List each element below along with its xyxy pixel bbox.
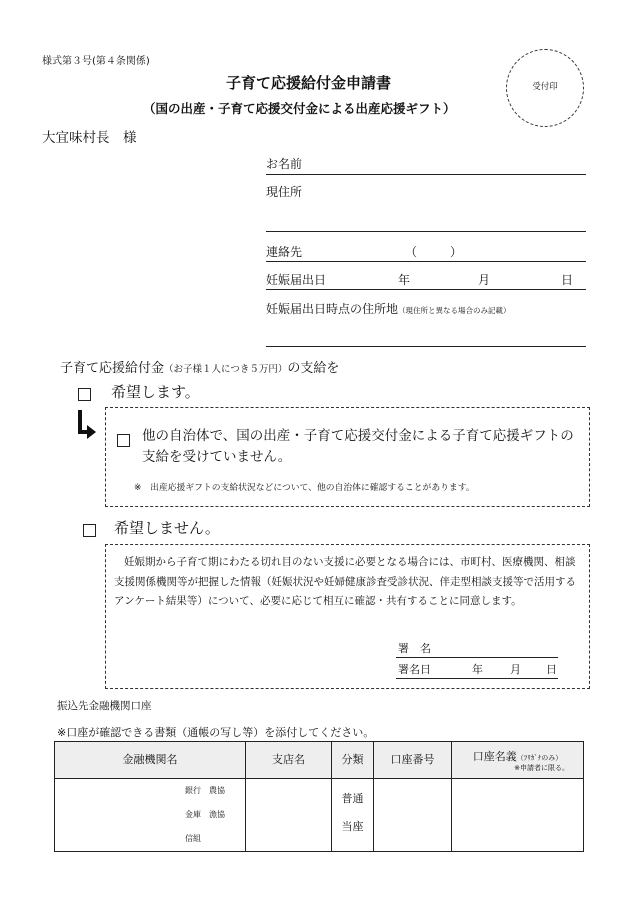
payment-line (60, 357, 339, 376)
holder-name-cell[interactable] (452, 779, 584, 852)
arrow-down-right-icon (76, 410, 102, 444)
bank-instruction: ※口座が確認できる書類（通帳の写し等）を添付してください。 (57, 726, 375, 739)
institution-type-shinkumi[interactable]: 信組 (185, 834, 201, 843)
name-line[interactable] (266, 174, 586, 175)
bank-table-input-row (55, 779, 584, 852)
branch-name-cell[interactable] (246, 779, 332, 852)
pregnancy-address-label (266, 300, 511, 317)
payment-suffix: の支給を (287, 361, 340, 376)
account-number-cell[interactable] (374, 779, 452, 852)
header-holder-label: 口座名義 (472, 750, 517, 763)
header-holder-kana: （ﾌﾘｶﾞﾅのみ） (516, 754, 563, 762)
page-subtitle: （国の出産・子育て応援交付金による出産応援ギフト） (143, 101, 456, 116)
no-hope-checkbox[interactable] (83, 521, 96, 540)
signature-date-label: 署名日 (398, 663, 431, 676)
bank-section-title: 振込先金融機関口座 (57, 700, 152, 712)
bank-table (54, 741, 584, 852)
hope-condition-box (105, 407, 590, 507)
header-type: 分類 (332, 742, 374, 779)
reception-stamp-circle (506, 49, 584, 127)
page-title: 子育て応援給付金申請書 (226, 74, 392, 92)
header-holder-title (452, 751, 583, 764)
hope-condition-checkbox[interactable] (117, 431, 130, 450)
contact-paren-close: ） (450, 245, 463, 259)
institution-type-bank[interactable]: 銀行 農協 (185, 786, 225, 795)
header-holder-note: ※申請者に限る。 (514, 764, 569, 772)
hope-condition-text: 他の自治体で、国の出産・子育て応援交付金による子育て応援ギフトの支給を受けていません。 (142, 428, 574, 465)
form-number: 様式第３号(第４条関係) (42, 56, 150, 67)
pregnancy-address-line[interactable] (266, 346, 586, 347)
pregnancy-date-line[interactable] (266, 289, 586, 290)
contact-label: 連絡先 (266, 245, 303, 259)
header-holder (452, 742, 584, 779)
signature-label: 署 名 (398, 642, 431, 655)
payment-note: （お子様１人につき５万円） (164, 364, 288, 375)
account-type-futsu[interactable]: 普通 (341, 792, 364, 805)
no-hope-label: 希望しません。 (114, 519, 220, 537)
contact-paren-open: （ (405, 245, 418, 259)
signature-date-line[interactable] (396, 678, 558, 679)
institution-type-kinko[interactable]: 金庫 漁協 (185, 810, 225, 819)
hope-checkbox-box[interactable] (78, 388, 91, 401)
addressee: 大宜味村長 様 (42, 130, 137, 146)
pregnancy-month: 月 (478, 273, 491, 287)
header-account-number: 口座番号 (374, 742, 452, 779)
institution-name-cell[interactable] (55, 779, 184, 852)
account-type-toza[interactable]: 当座 (341, 820, 364, 833)
institution-type-cell[interactable] (183, 779, 246, 852)
pregnancy-address-label-text: 妊娠届出日時点の住所地 (266, 302, 399, 316)
address-line[interactable] (266, 231, 586, 232)
payment-main: 子育て応援給付金 (60, 361, 165, 376)
no-hope-checkbox-box[interactable] (83, 524, 96, 537)
signature-month: 月 (510, 663, 521, 676)
bank-table-header-row (55, 742, 584, 779)
signature-year: 年 (472, 663, 483, 676)
signature-line[interactable] (396, 657, 558, 658)
hope-condition-checkbox-box[interactable] (117, 434, 130, 447)
signature-day: 日 (546, 663, 557, 676)
pregnancy-day: 日 (561, 273, 574, 287)
account-type-cell[interactable] (332, 779, 374, 852)
hope-checkbox[interactable] (78, 385, 91, 404)
header-branch: 支店名 (246, 742, 332, 779)
hope-condition-note: ※ 出産応援ギフトの支給状況などについて、他の自治体に確認することがあります。 (134, 483, 475, 493)
contact-line[interactable] (266, 261, 586, 262)
hope-label: 希望します。 (111, 383, 200, 401)
pregnancy-year: 年 (398, 273, 411, 287)
pregnancy-address-note: （現住所と異なる場合のみ記載） (398, 306, 511, 315)
stamp-label: 受付印 (532, 82, 558, 92)
consent-box (105, 544, 590, 689)
pregnancy-date-label: 妊娠届出日 (266, 273, 327, 287)
consent-text: 妊娠期から子育て期にわたる切れ目のない支援に必要となる場合には、市町村、医療機関、相談支援関係機関等が把握した情報（妊娠状況や妊婦健康診査受診状況、伴走型相談支援等で活用するアンケート結果等）について、必要に応じて相互に確認・共有することに同意します。 (114, 556, 576, 607)
address-label: 現住所 (266, 185, 303, 199)
header-institution: 金融機関名 (55, 742, 246, 779)
name-label: お名前 (266, 157, 303, 171)
